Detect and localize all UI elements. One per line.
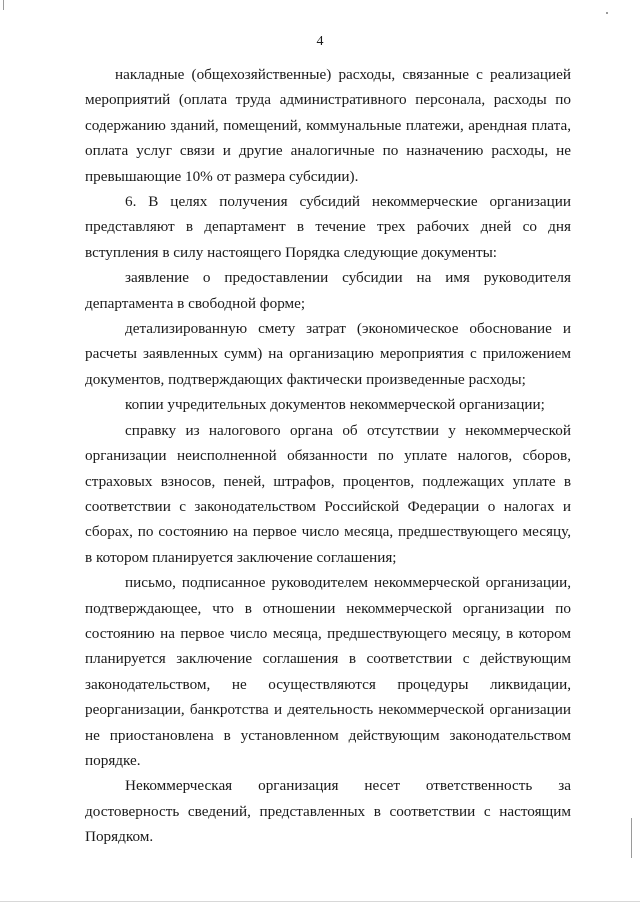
paragraph-application: заявление о предоставлении субсидии на имя руководителя департамента в свободной форме; xyxy=(85,269,571,312)
scan-mark-top-right xyxy=(606,12,608,14)
paragraph-responsibility: Некоммерческая организация несет ответственность за достоверность сведений, представленных в соответствии с настоящим Порядком. xyxy=(85,777,571,846)
scan-mark-top-left xyxy=(3,0,4,10)
paragraph-item-6: 6. В целях получения субсидий некоммерческие организации представляют в департамент в течение трех рабочих дней со дня вступления в силу настоящего Порядка следующие документы: xyxy=(85,193,571,261)
paragraph-cost-estimate: детализированную смету затрат (экономическое обоснование и расчеты заявленных сумм) на организацию мероприятия с приложением документов, подтверждающих фактически произведенные расходы; xyxy=(85,320,571,388)
page-number: 4 xyxy=(316,34,324,49)
paragraph-overhead-costs: накладные (общехозяйственные) расходы, связанные с реализацией мероприятий (оплата труда административного персонала, расходы по содержанию зданий, помещений, коммунальные платежи, арендная плата, оплата услуг связи и другие аналогичные по назначению расходы, не превышающие 10% от размера субсидии). xyxy=(85,66,571,185)
paragraph-letter: письмо, подписанное руководителем некоммерческой организации, подтверждающее, что в отношении некоммерческой организации по состоянию на первое число месяца, предшествующего месяцу, в котором планируется заключение соглашения в соответствии с действующим законодательством, не осуществляются процедуры ликвидации, реорганизации, банкротства и деятельность некоммерческой организации не приостановлена в установленном действующим законодательством порядке. xyxy=(85,574,571,769)
scan-mark-bottom xyxy=(0,901,640,902)
scan-mark-right-edge xyxy=(631,818,632,858)
document-body xyxy=(85,62,571,850)
paragraph-founding-documents: копии учредительных документов некоммерческой организации; xyxy=(125,396,545,414)
paragraph-tax-certificate: справку из налогового органа об отсутствии у некоммерческой организации неисполненной обязанности по уплате налогов, сборов, страховых взносов, пеней, штрафов, процентов, подлежащих уплате в соответствии с законодательством Российской Федерации о налогах и сборах, по состоянию на первое число месяца, предшествующего месяцу, в котором планируется заключение соглашения; xyxy=(85,421,571,566)
